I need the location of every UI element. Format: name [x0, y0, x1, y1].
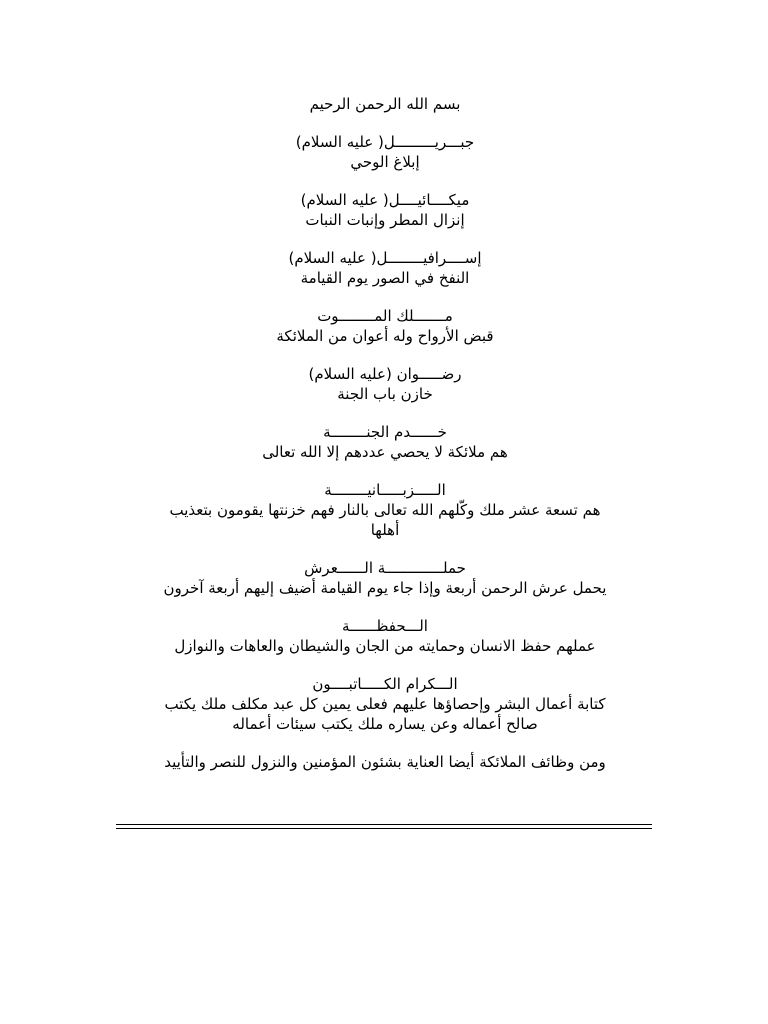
section-text: هم تسعة عشر ملك وكّلهم الله تعالى بالنار فهم خزنتها يقومون بتعذيب — [169, 501, 601, 519]
section-mikail — [110, 190, 660, 230]
section-title: حملـــــــــــــة الــــــعرش — [304, 559, 466, 577]
section-title: خــــــدم الجنــــــــة — [323, 423, 447, 441]
section-title: إســــرافيــــــــل( عليه السلام) — [288, 249, 482, 267]
section-kiram-katibin — [110, 674, 660, 734]
section-ridwan — [110, 364, 660, 404]
section-malak-almawt — [110, 306, 660, 346]
section-title: الـــــزبـــــانيــــــــة — [324, 481, 446, 499]
section-text: يحمل عرش الرحمن أربعة وإذا جاء يوم القيامة أضيف إليهم أربعة آخرون — [163, 579, 607, 597]
section-khadam-aljanna — [110, 422, 660, 462]
section-text: كتابة أعمال البشر وإحصاؤها عليهم فعلى يمين كل عبد مكلف ملك يكتب — [164, 695, 606, 713]
double-divider — [116, 824, 652, 829]
section-title: الـــحفظــــــة — [342, 617, 428, 635]
section-title: رضـــــوان (عليه السلام) — [308, 365, 462, 383]
section-text: قبض الأرواح وله أعوان من الملائكة — [276, 327, 494, 345]
section-text: خازن باب الجنة — [337, 385, 433, 403]
section-title: ميكــــائيــــل( عليه السلام) — [300, 191, 470, 209]
section-text: عملهم حفظ الانسان وحمايته من الجان والشيطان والعاهات والنوازل — [174, 637, 596, 655]
closing-text: ومن وظائف الملائكة أيضا العناية بشئون المؤمنين والنزول للنصر والتأييد — [164, 753, 606, 771]
section-text: إبلاغ الوحي — [350, 153, 420, 171]
section-text: النفخ في الصور يوم القيامة — [300, 269, 470, 287]
basmala: بسم الله الرحمن الرحيم — [309, 95, 461, 113]
document-body — [110, 94, 660, 790]
section-text: هم ملائكة لا يحصي عددهم إلا الله تعالى — [262, 443, 508, 461]
section-hamalat-alarsh — [110, 558, 660, 598]
section-text: صالح أعماله وعن يساره ملك يكتب سيئات أعماله — [232, 715, 538, 733]
section-text: إنزال المطر وإنبات النبات — [305, 211, 465, 229]
section-jibril — [110, 132, 660, 172]
closing-block — [110, 752, 660, 772]
section-title: مـــــــلك المــــــــوت — [317, 307, 453, 325]
section-hafaza — [110, 616, 660, 656]
section-text: أهلها — [370, 521, 400, 539]
section-title: الـــكرام الكـــــاتبــــون — [312, 675, 458, 693]
section-israfil — [110, 248, 660, 288]
basmala-block — [110, 94, 660, 114]
section-zabaniya — [110, 480, 660, 540]
section-title: جبـــريـــــــــل( عليه السلام) — [295, 133, 475, 151]
